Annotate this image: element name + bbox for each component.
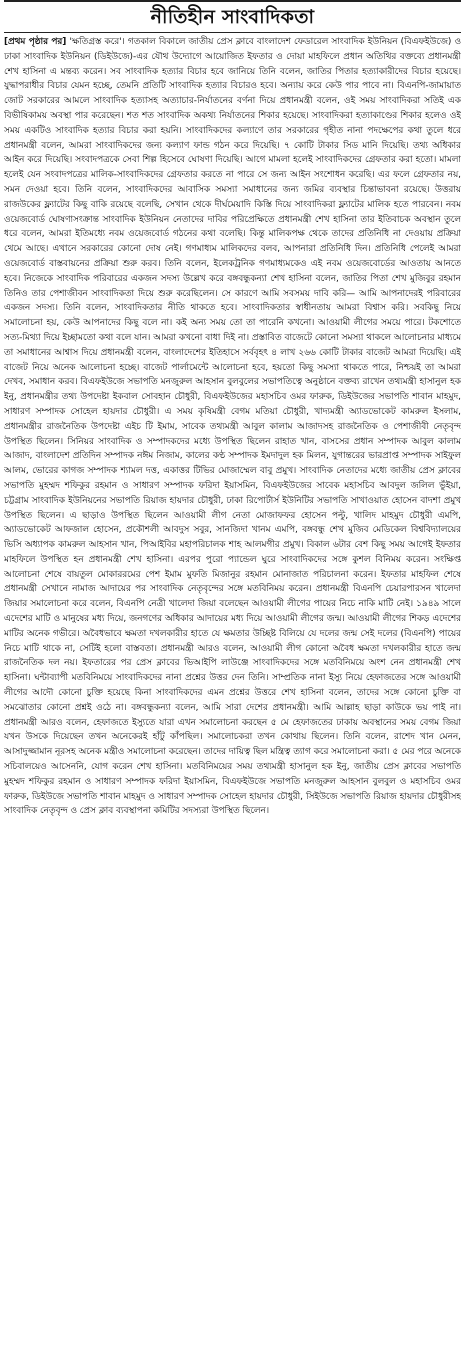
article-headline: নীতিহীন সাংবাদিকতা — [4, 2, 461, 33]
continued-from-page-label: [প্রথম পৃষ্ঠার পর] — [4, 37, 67, 47]
article-body — [4, 35, 461, 1350]
article-body-text: 'ক্ষতিগ্রস্ত করে'। গতকাল বিকালে জাতীয় প্রেস ক্লাবে বাংলাদেশ ফেডারেল সাংবাদিক ইউনিয়ন (বিএফইউজে) ও ঢাকা সাংবাদিক ইউনিয়ন (ডিইউজে)-এর যৌথ উদ্যোগে আয়োজিত ইফতার ও দোয়া মাহফিলে প্রধান অতিথির বক্তব্যে প্রধানমন্ত্রী শেখ হাসিনা এ মন্তব্য করেন। সব সাংবাদিক হত্যার বিচার হবে জানিয়ে তিনি বলেন, জাতির পিতার হত্যাকারীদের বিচার হয়েছে। যুদ্ধাপরাধীর বিচার যেমন হচ্ছে, তেমনি প্রতিটি সাংবাদিক হত্যার বিচারও হবে। অন্যায় করে কেউ পার পাবে না। বিএনপি-জামায়াত জোট সরকারের আমলে সাংবাদিক হত্যাসহ অত্যাচার-নির্যাতনের বর্ণনা দিয়ে প্রধানমন্ত্রী বলেন, ওই সময় সাংবাদিকরা সতিই এক বিভীষিকাময় অবস্থা পার করেছেন। শত শত সাংবাদিক অকথ্য নির্যাতনের শিকার হয়েছে। সাংবাদিকরা হত্যাকাণ্ডের শিকার হলেও ওই সময় একটিও সাংবাদিক হত্যার বিচার করা হয়নি। সাংবাদিকদের কল্যাণে তার সরকারের গৃহীত নানা পদক্ষেপের কথা তুলে ধরে প্রধানমন্ত্রী বলেন, আমরা সাংবাদিকদের জন্য কল্যাণ ফান্ড গঠন করে দিয়েছি। ৭ কোটি টাকার সিড মানি দিয়েছি। তথ্য অধিকার আইন করে দিয়েছি। সংবাদপত্রকে সেবা শিল্প হিসেবে ঘোষণা দিয়েছি। আগে মামলা হলেই সাংবাদিকদের গ্রেফতার করা হতো। মামলা হলেই যেন সংবাদপত্রের মালিক-সাংবাদিকদের গ্রেফতার করতে না পারে সে জন্য আইন সংশোধন করেছি। এর ফলে গ্রেফতার নয়, সমন দেওয়া হবে। তিনি বলেন, সাংবাদিকদের আবাসিক সমস্যা সমাধানের জন্য জমির ব্যবস্থার চিন্তাভাবনা রয়েছে। উত্তরায় রাজউকের ফ্ল্যাটের কিছু বাকি রয়েছে বলেছি, সেখান থেকে দীর্ঘমেয়াদি কিস্তি দিয়ে সাংবাদিকরা ফ্ল্যাটের মালিক হতে পারবেন। নবম ওয়েজবোর্ড ঘোষণাসংক্রান্ত সাংবাদিক ইউনিয়ন নেতাদের দাবির পরিপ্রেক্ষিতে প্রধানমন্ত্রী শেখ হাসিনা তার ইতিবাচক অবস্থান তুলে ধরে বলেন, আমরা ইতিমধ্যে নবম ওয়েজবোর্ড গঠনের কথা বলেছি। কিন্তু মালিকপক্ষ থেকে তাদের প্রতিনিধি না দেওয়ায় প্রক্রিয়া থেমে আছে। এখানে সরকারের কোনো দোষ নেই। গণমাধ্যম মালিকদের বলব, আপনারা প্রতিনিধি দিন। প্রতিনিধি পেলেই আমরা ওয়েজবোর্ড বাস্তবায়নের প্রক্রিয়া শুরু করব। তিনি বলেন, ইলেকট্রনিক গণমাধ্যমকেও এই নবম ওয়েজবোর্ডের আওতায় আনতে হবে। নিজেকে সাংবাদিক পরিবারের একজন সদস্য উল্লেখ করে বঙ্গবন্ধুকন্যা শেখ হাসিনা বলেন, জাতির পিতা শেখ মুজিবুর রহমান তিনিও তার পেশাজীবন সাংবাদিকতা দিয়ে শুরু করেছিলেন। সে কারণে আমি সবসময় দাবি করি— আমি আপনাদেরই পরিবারের একজন সদস্য। তিনি বলেন, সাংবাদিকতার নীতি থাকতে হবে। সাংবাদিকতার স্বাধীনতায় আমরা বিশ্বাস করি। সবকিছু নিয়ে সমালোচনা হয়, কেউ আপনাদের কিছু বলে না। কই অন্য সময় তো তা পারেনি কখনো। আওয়ামী লীগের সময়ে পারে। টকশোতে সত্য-মিথ্যা দিয়ে ইচ্ছামতো কথা বলে যান। আমরা কখনো বাধা দিই না। প্রস্তাবিত বাজেটে কোনো সমস্যা থাকলে আলোচনার মাধ্যমে তা সমাধানের আশ্বাস দিয়ে প্রধানমন্ত্রী বলেন, বাংলাদেশের ইতিহাসে সর্ববৃহৎ ৪ লাখ ২৬৬ কোটি টাকার বাজেট আমরা দিয়েছি। এই বাজেট নিয়ে অনেক আলোচনা হচ্ছে। বাজেট পার্লামেন্টে আলোচনা হবে, হয়তো কিছু সমস্যা থাকতে পারে, নিশ্চয়ই তা আমরা দেখব, সমাধান করব। বিএফইউজে সভাপতি মনজুরুল আহসান বুলবুলের সভাপতিত্বে অনুষ্ঠানে বক্তব্য রাখেন তথ্যমন্ত্রী হাসানুল হক ইনু, প্রধানমন্ত্রীর তথ্য উপদেষ্টা ইকবাল সোবহান চৌধুরী, বিএফইউজের মহাসচিব ওমর ফারুক, ডিইউজের সভাপতি শাবান মাহমুদ, সাধারণ সম্পাদক সোহেল হায়দার চৌধুরী। এ সময় কৃষিমন্ত্রী বেগম মতিয়া চৌধুরী, খাদ্যমন্ত্রী অ্যাডভোকেট কামরুল ইসলাম, প্রধানমন্ত্রীর রাজনৈতিক উপদেষ্টা এইচ টি ইমাম, সাবেক তথ্যমন্ত্রী আবুল কালাম আজাদসহ রাজনৈতিক ও পেশাজীবী নেতৃবৃন্দ উপস্থিত ছিলেন। সিনিয়র সাংবাদিক ও সম্পাদকদের মধ্যে উপস্থিত ছিলেন রাহাত খান, বাসসের প্রধান সম্পাদক আবুল কালাম আজাদ, বাংলাদেশ প্রতিদিন সম্পাদক নঈম নিজাম, কালের কণ্ঠ সম্পাদক ইমদাদুল হক মিলন, যুগান্তরের ভারপ্রাপ্ত সম্পাদক সাইফুল আলম, ভোরের কাগজ সম্পাদক শ্যামল দত্ত, একাত্তর টিভির মোজাম্মেল বাবু প্রমুখ। সাংবাদিক নেতাদের মধ্যে জাতীয় প্রেস ক্লাবের সভাপতি মুহম্মদ শফিকুর রহমান ও সাধারণ সম্পাদক ফরিদা ইয়াসমিন, বিএফইউজের সাবেক মহাসচিব আবদুল জলিল ভুঁইয়া, চট্টগ্রাম সাংবাদিক ইউনিয়নের সভাপতি রিয়াজ হায়দার চৌধুরী, ঢাকা রিপোর্টার্স ইউনিটির সভাপতি সাখাওয়াত হোসেন বাদশা প্রমুখ উপস্থিত ছিলেন। এ ছাড়াও উপস্থিত ছিলেন আওয়ামী লীগ নেতা মোজাফফর হোসেন পল্টু, খালিদ মাহমুদ চৌধুরী এমপি, অ্যাডভোকেট আফজাল হোসেন, প্রকৌশলী আবদুস সবুর, সানজিদা খানম এমপি, বঙ্গবন্ধু শেখ মুজিব মেডিকেল বিশ্ববিদ্যালয়ের ভিসি অধ্যাপক কামরুল আহসান খান, পিআইবির মহাপরিচালক শাহ আলমগীর প্রমুখ। বিকাল ৬টার বেশ কিছু সময় আগেই ইফতার মাহফিলে উপস্থিত হন প্রধানমন্ত্রী শেখ হাসিনা। এরপর পুরো প্যান্ডেল ঘুরে সাংবাদিকদের সঙ্গে কুশল বিনিময় করেন। সংক্ষিপ্ত আলোচনা শেষে বায়তুল মোকাররমের পেশ ইমাম মুফতি মিজানুর রহমান মোনাজাত পরিচালনা করেন। ইফতার মাহফিল শেষে প্রধানমন্ত্রী সেখানে নামাজ আদায়ের পর সাংবাদিক নেতৃবৃন্দের সঙ্গে মতবিনিময় করেন। প্রধানমন্ত্রী বিএনপি চেয়ারপারসন খালেদা জিয়ার সমালোচনা করে বলেন, বিএনপি নেত্রী খালেদা জিয়া বলেছেন আওয়ামী লীগের পায়ের নিচে নাকি মাটি নেই। ১৯৪৯ সালে এদেশের মাটি ও মানুষের মধ্য দিয়ে, জনগণের অধিকার আদায়ের মধ্য দিয়ে আওয়ামী লীগের জন্ম। আওয়ামী লীগের শিকড় এদেশের মাটির অনেক গভীরে। অবৈধভাবে ক্ষমতা দখলকারীর হাতে যে ক্ষমতার উচ্ছিষ্ট বিলিয়ে যে দলের জন্ম সেই দলের (বিএনপি) পায়ের নিচে মাটি থাকে না, সেটিই হলো বাস্তবতা। প্রধানমন্ত্রী আরও বলেন, আওয়ামী লীগ কোনো অবৈধ ক্ষমতা দখলকারীর হাতে জন্ম রাজনৈতিক দল নয়। ইফতারের পর প্রেস ক্লাবের ভিআইপি লাউঞ্জে সাংবাদিকদের সঙ্গে মতবিনিময়ে অংশ নেন প্রধানমন্ত্রী শেখ হাসিনা। ঘন্টাব্যাপী মতবিনিময়ে সাংবাদিকদের নানা প্রশ্নের উত্তর দেন তিনি। সাম্প্রতিক নানা ইস্যু নিয়ে হেফাজতের সঙ্গে আওয়ামী লীগের আদৌ কোনো চুক্তি হয়েছে কিনা সাংবাদিকদের এমন প্রশ্নের উত্তরে শেখ হাসিনা বলেন, তাদের সঙ্গে কোনো চুক্তি বা সমঝোতার কোনো প্রশ্নই ওঠে না। বঙ্গবন্ধুকন্যা বলেন, আমি সারা দেশের প্রধানমন্ত্রী। আমি আল্লাহ ছাড়া কাউকে ভয় পাই না। প্রধানমন্ত্রী আরও বলেন, হেফাজতে ইস্যুতে যারা এখন সমালোচনা করছেন ৫ মে হেফাজতের ঢাকায় অবস্থানের সময় বেগম জিয়া যখন উসকে দিয়েছেন তখন অনেকেরই হাঁটু কাঁপছিল। সমালোচকরা তখন কোথায় ছিলেন। তিনি বলেন, রাশেদ খান মেনন, আসাদুজ্জামান নূরসহ অনেক মন্ত্রীও সমালোচনা করেছেন। তাদের দায়িত্ব ছিল মন্ত্রিত্ব ত্যাগ করে সমালোচনা করা। ৫ মের পরে অনেকে সচিবালয়েও আসেননি, যোগ করেন শেখ হাসিনা। মতবিনিময়ের সময় তথ্যমন্ত্রী হাসানুল হক ইনু, জাতীয় প্রেস ক্লাবের সভাপতি মুহম্মদ শফিকুর রহমান ও সাধারণ সম্পাদক ফরিদা ইয়াসমিন, বিএফইউজে সভাপতি মনজুরুল আহসান বুলবুল ও মহাসচিব ওমর ফারুক, ডিইউজে সভাপতি শাবান মাহমুদ ও সাধারণ সম্পাদক সোহেল হায়দার চৌধুরী, সিইউজে সভাপতি রিয়াজ হায়দার চৌধুরীসহ সাংবাদিক নেতৃবৃন্দ ও প্রেস ক্লাব ব্যবস্থাপনা কমিটির সদস্যরা উপস্থিত ছিলেন। — [4, 37, 461, 817]
